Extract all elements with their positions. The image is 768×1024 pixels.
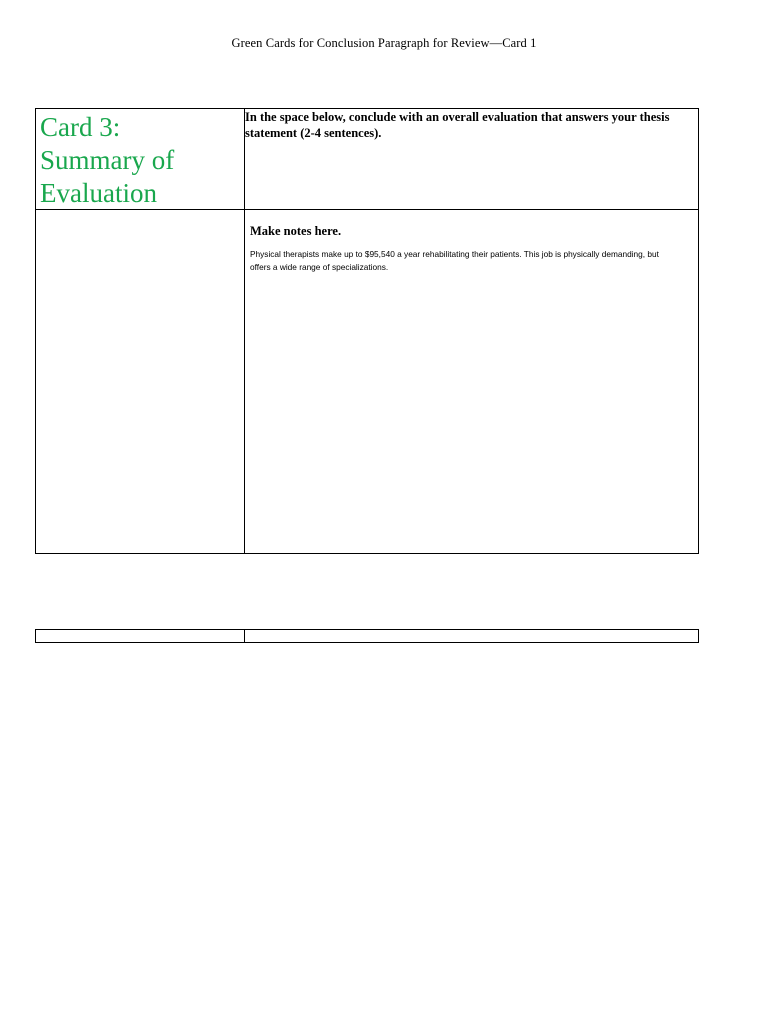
notes-heading: Make notes here. — [250, 224, 342, 238]
card-notes-cell[interactable] — [245, 210, 699, 554]
card-title-line1: Card 3: — [40, 112, 121, 142]
card-notes-row — [36, 210, 699, 554]
empty-table-left-cell[interactable] — [36, 630, 245, 643]
empty-table — [35, 629, 699, 643]
card-header-row — [36, 109, 699, 210]
page-header-title: Green Cards for Conclusion Paragraph for Review—Card 1 — [231, 36, 537, 50]
card-table — [35, 108, 699, 554]
card-title-line3: Evaluation — [40, 178, 157, 208]
card-title — [36, 109, 244, 209]
card-prompt: In the space below, conclude with an overall evaluation that answers your thesis statement (2-4 sentences). — [245, 109, 699, 210]
empty-table-row — [36, 630, 699, 643]
card-title-line2: Summary of — [40, 145, 175, 175]
notes-text: Physical therapists make up to $95,540 a year rehabilitating their patients. This job is physically demanding, but offers a wide range of specializations. — [250, 249, 659, 272]
card-left-blank-cell[interactable] — [36, 210, 245, 554]
card-title-cell — [36, 109, 245, 210]
empty-table-right-cell[interactable] — [245, 630, 699, 643]
